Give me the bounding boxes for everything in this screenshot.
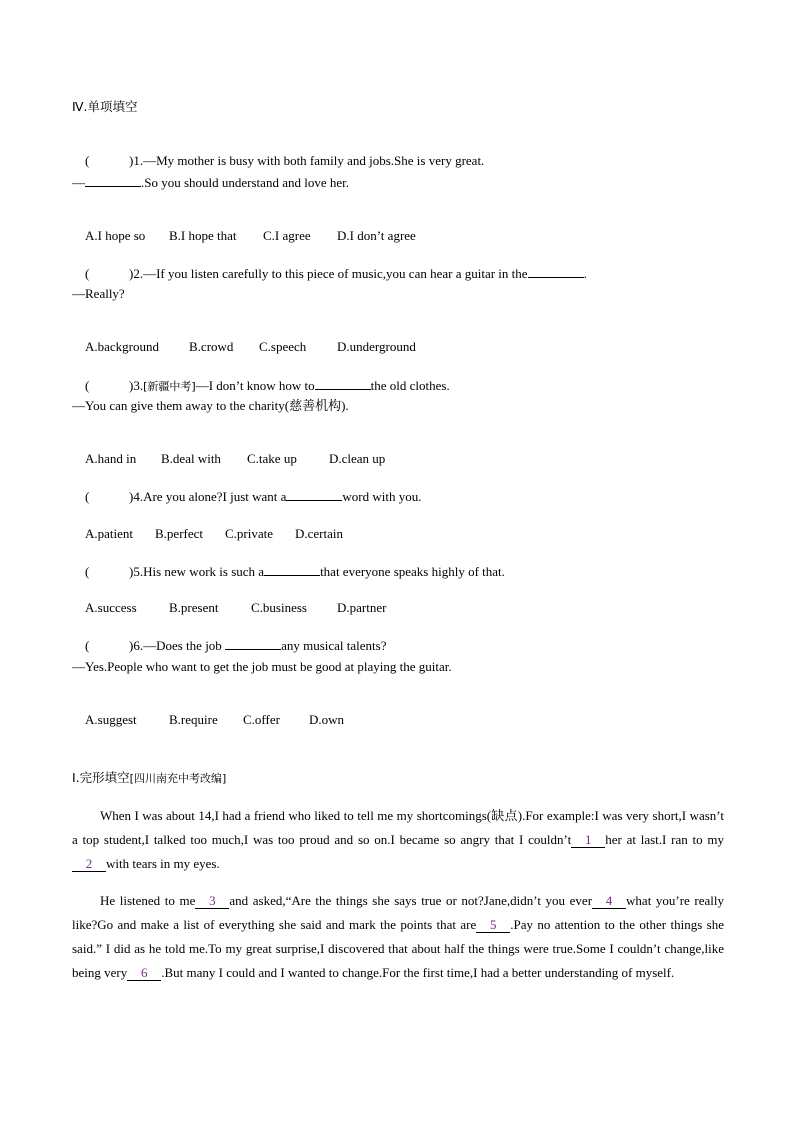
question-6-reply: —Yes.People who want to get the job must be good at playing the guitar. bbox=[72, 659, 452, 674]
option-c: C.business bbox=[251, 600, 307, 615]
question-1: ( )1.—My mother is busy with both family and jobs.She is very great. bbox=[85, 153, 485, 168]
fill-blank[interactable] bbox=[286, 488, 342, 501]
section-heading-cloze: Ⅰ.完形填空[四川南充中考改编] bbox=[72, 770, 227, 785]
blank-1[interactable]: 1 bbox=[571, 833, 605, 848]
question-1-reply: — .So you should understand and love her. bbox=[72, 175, 349, 190]
option-b: B.require bbox=[169, 712, 218, 727]
fill-blank[interactable] bbox=[85, 174, 141, 187]
section-heading-single-choice: Ⅳ.单项填空 bbox=[72, 99, 138, 114]
option-d: D.clean up bbox=[329, 451, 386, 466]
question-2: ( )2.—If you listen carefully to this piece of music,you can hear a guitar in the . bbox=[85, 266, 587, 281]
fill-blank[interactable] bbox=[225, 637, 281, 650]
question-6-options bbox=[72, 696, 344, 744]
option-a: A.suggest bbox=[85, 712, 137, 727]
question-5: ( )5.His new work is such a that everyone speaks highly of that. bbox=[85, 564, 505, 579]
answer-bracket[interactable]: ( bbox=[85, 378, 90, 393]
answer-bracket[interactable]: ( bbox=[85, 638, 90, 653]
question-2-reply: —Really? bbox=[72, 286, 125, 301]
option-a: A.background bbox=[85, 339, 160, 354]
option-c: C.I agree bbox=[263, 228, 311, 243]
question-3-reply: —You can give them away to the charity(慈善机构). bbox=[72, 398, 349, 413]
option-b: B.present bbox=[169, 600, 219, 615]
blank-3[interactable]: 3 bbox=[195, 894, 229, 909]
cloze-paragraph-1: When I was about 14,I had a friend who liked to tell me my shortcomings(缺点).For example:I was very short,I wasn’t a top student,I talked too much,I was too proud and so on.I became so angry that I couldn’t 1 her at last.I ran to my2 with tears in my eyes. bbox=[72, 808, 724, 871]
option-a: A.hand in bbox=[85, 451, 137, 466]
question-6: ( )6.—Does the job any musical talents? bbox=[85, 638, 387, 653]
option-c: C.speech bbox=[259, 339, 307, 354]
cloze-paragraph-2: He listened to me 3 and asked,“Are the things she says true or not?Jane,didn’t you ever 4 what you’re really like?Go and make a list of everything she said and mark the points that are 5 .Pay no attention to the other things she said.” I did as he told me.To my great surprise,I discovered that about half the things were true.Some I couldn’t change,like being very 6 .But many I could and I wanted to change.For the first time,I had a better understanding of myself. bbox=[72, 893, 725, 980]
answer-bracket[interactable]: ( bbox=[85, 489, 90, 504]
blank-2[interactable]: 2 bbox=[72, 857, 106, 872]
blank-6[interactable]: 6 bbox=[127, 966, 161, 981]
option-b: B.perfect bbox=[155, 526, 204, 541]
answer-bracket[interactable]: ( bbox=[85, 564, 90, 579]
question-4: ( )4.Are you alone?I just want a word with you. bbox=[85, 489, 422, 504]
option-d: D.underground bbox=[337, 339, 416, 354]
blank-5[interactable]: 5 bbox=[476, 918, 510, 933]
option-d: D.certain bbox=[295, 526, 344, 541]
option-c: C.private bbox=[225, 526, 274, 541]
option-c: C.offer bbox=[243, 712, 280, 727]
fill-blank[interactable] bbox=[315, 377, 371, 390]
fill-blank[interactable] bbox=[528, 265, 584, 278]
option-d: D.own bbox=[309, 712, 345, 727]
option-a: A.I hope so bbox=[85, 228, 146, 243]
blank-4[interactable]: 4 bbox=[592, 894, 626, 909]
option-b: B.crowd bbox=[189, 339, 234, 354]
fill-blank[interactable] bbox=[264, 563, 320, 576]
answer-bracket[interactable]: ( bbox=[85, 153, 90, 168]
question-3: ( )3.[新疆中考]—I don’t know how to the old clothes. bbox=[85, 378, 450, 393]
option-a: A.patient bbox=[85, 526, 134, 541]
option-b: B.I hope that bbox=[169, 228, 237, 243]
option-d: D.I don’t agree bbox=[337, 228, 416, 243]
answer-bracket[interactable]: ( bbox=[85, 266, 90, 281]
option-b: B.deal with bbox=[161, 451, 221, 466]
option-a: A.success bbox=[85, 600, 137, 615]
option-c: C.take up bbox=[247, 451, 297, 466]
option-d: D.partner bbox=[337, 600, 387, 615]
